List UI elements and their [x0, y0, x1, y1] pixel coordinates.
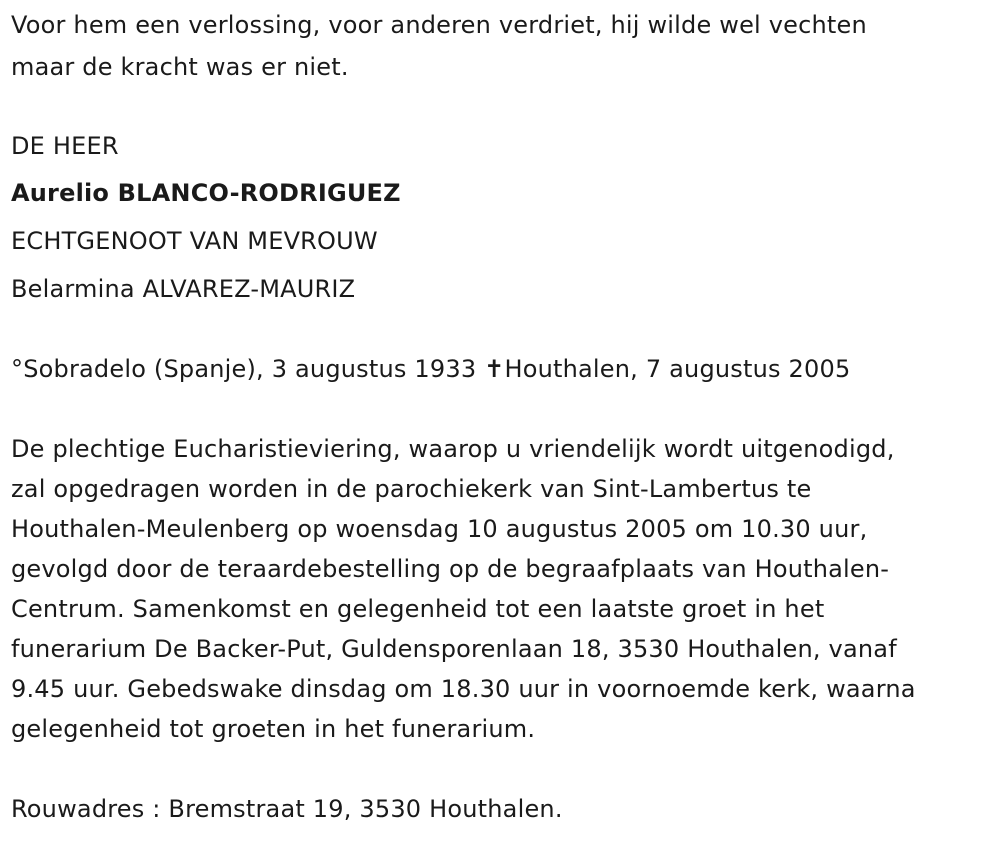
cross-icon: ✝ [484, 355, 505, 383]
motto-line-2: maar de kracht was er niet. [11, 53, 349, 81]
deceased-name: Aurelio BLANCO-RODRIGUEZ [11, 179, 401, 207]
ceremony-line: Houthalen-Meulenberg op woensdag 10 augustus 2005 om 10.30 uur, [11, 515, 868, 543]
ceremony-line: zal opgedragen worden in de parochiekerk van Sint-Lambertus te [11, 475, 812, 503]
life-dates [11, 354, 850, 384]
spouse-name: Belarmina ALVAREZ-MAURIZ [11, 275, 356, 303]
death-info: Houthalen, 7 augustus 2005 [504, 355, 851, 383]
birth-info: °Sobradelo (Spanje), 3 augustus 1933 [11, 355, 485, 383]
ceremony-line: gelegenheid tot groeten in het funerarium. [11, 715, 536, 743]
ceremony-line: Centrum. Samenkomst en gelegenheid tot een laatste groet in het [11, 595, 825, 623]
ceremony-line: 9.45 uur. Gebedswake dinsdag om 18.30 uur in voornoemde kerk, waarna [11, 675, 916, 703]
relation-label: ECHTGENOOT VAN MEVROUW [11, 227, 378, 255]
ceremony-line: De plechtige Eucharistieviering, waarop u vriendelijk wordt uitgenodigd, [11, 435, 895, 463]
ceremony-line: funerarium De Backer-Put, Guldensporenlaan 18, 3530 Houthalen, vanaf [11, 635, 897, 663]
ceremony-line: gevolgd door de teraardebestelling op de begraafplaats van Houthalen- [11, 555, 890, 583]
honorific-title: DE HEER [11, 132, 119, 160]
motto-line-1: Voor hem een verlossing, voor anderen verdriet, hij wilde wel vechten [11, 11, 867, 39]
mourning-address: Rouwadres : Bremstraat 19, 3530 Houthalen. [11, 795, 563, 823]
